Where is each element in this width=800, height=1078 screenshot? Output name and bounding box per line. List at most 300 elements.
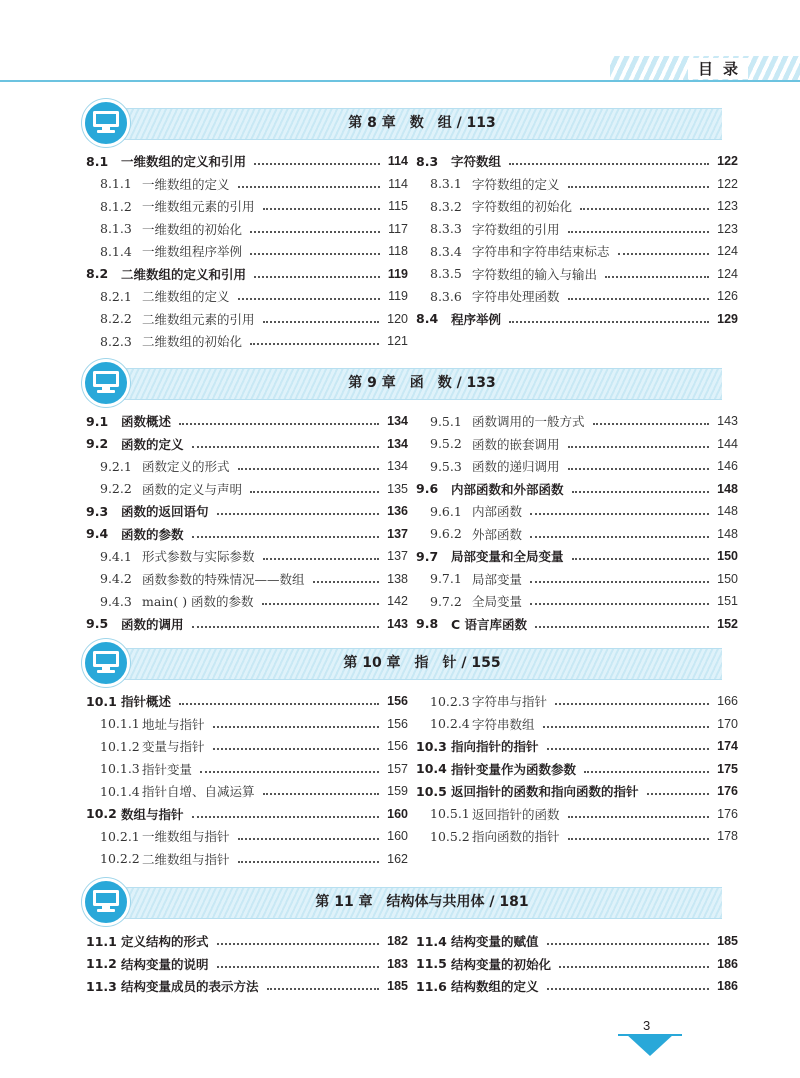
entry-page: 183 — [387, 956, 408, 971]
dot-leader — [605, 276, 709, 278]
entry-title: 内部函数和外部函数 — [451, 481, 564, 497]
toc-section-entry[interactable] — [86, 690, 408, 713]
entry-title: 函数的定义与声明 — [142, 481, 243, 497]
toc-column-right — [416, 410, 738, 635]
toc-section-entry[interactable] — [416, 613, 738, 636]
entry-title: 指向指针的指针 — [451, 739, 539, 755]
entry-number: 9.7.2 — [430, 593, 462, 609]
dot-leader — [530, 603, 709, 605]
dot-leader — [509, 163, 709, 165]
entry-number: 9.8 — [416, 616, 439, 632]
entry-number: 9.7 — [416, 548, 439, 564]
entry-title: C 语言库函数 — [451, 616, 528, 632]
toc-subsection-entry[interactable] — [86, 240, 408, 263]
entry-number: 9.2.1 — [100, 458, 132, 474]
entry-page: 162 — [387, 851, 408, 866]
entry-number: 9.6.2 — [430, 526, 462, 542]
entry-title: 局部变量和全局变量 — [451, 549, 564, 565]
entry-number: 9.5.3 — [430, 458, 462, 474]
entry-title: 函数的定义 — [121, 436, 184, 452]
dot-leader — [568, 231, 710, 233]
dot-leader — [213, 726, 380, 728]
entry-page: 185 — [387, 979, 408, 994]
entry-page: 137 — [387, 549, 408, 564]
toc-subsection-entry[interactable] — [86, 285, 408, 308]
dot-leader — [543, 726, 710, 728]
dot-leader — [568, 446, 710, 448]
entry-title: 字符数组的初始化 — [472, 199, 573, 215]
entry-page: 122 — [717, 176, 738, 191]
dot-leader — [530, 536, 709, 538]
entry-page: 174 — [717, 739, 738, 754]
entry-page: 157 — [387, 761, 408, 776]
entry-title: 一维数组的初始化 — [142, 221, 243, 237]
dot-leader — [217, 943, 380, 945]
toc-section-entry[interactable] — [86, 930, 408, 953]
dot-leader — [217, 513, 380, 515]
entry-page: 159 — [387, 784, 408, 799]
chapter-heading — [82, 643, 722, 681]
toc-subsection-entry[interactable] — [416, 173, 738, 196]
entry-title: 一维数组元素的引用 — [142, 199, 255, 215]
toc-subsection-entry[interactable] — [416, 240, 738, 263]
toc-column-right — [416, 930, 738, 998]
entry-page: 119 — [388, 289, 408, 304]
dot-leader — [263, 793, 380, 795]
entry-number: 8.1 — [86, 153, 109, 169]
entry-page: 148 — [717, 481, 738, 496]
toc-section-entry[interactable] — [86, 975, 408, 998]
entry-page: 148 — [717, 526, 738, 541]
toc-section-entry[interactable] — [86, 263, 408, 286]
entry-title: 定义结构的形式 — [121, 934, 209, 950]
dot-leader — [192, 536, 380, 538]
dot-leader — [547, 748, 710, 750]
toc-subsection-entry[interactable] — [416, 713, 738, 736]
dot-leader — [213, 748, 380, 750]
entry-title: 二维数组的初始化 — [142, 334, 243, 350]
entry-title: main( ) 函数的参数 — [142, 594, 254, 610]
dot-leader — [250, 343, 379, 345]
entry-page: 151 — [717, 594, 738, 609]
dot-leader — [568, 816, 710, 818]
toc-subsection-entry[interactable] — [416, 433, 738, 456]
entry-number: 8.1.1 — [100, 176, 132, 192]
entry-number: 9.2.2 — [100, 481, 132, 497]
entry-page: 114 — [387, 154, 408, 169]
dot-leader — [509, 321, 709, 323]
entry-title: 返回指针的函数 — [472, 806, 560, 822]
entry-title: 一维数组的定义和引用 — [121, 154, 247, 170]
entry-number: 10.5.2 — [430, 828, 470, 844]
entry-title: 字符串与指针 — [472, 694, 548, 710]
dot-leader — [250, 231, 380, 233]
entry-title: 函数的嵌套调用 — [472, 436, 560, 452]
toc-section-entry[interactable] — [86, 433, 408, 456]
entry-title: 函数的参数 — [121, 526, 184, 542]
entry-title: 结构变量的说明 — [121, 956, 209, 972]
dot-leader — [217, 966, 380, 968]
entry-title: 函数的返回语句 — [121, 504, 209, 520]
chapter-title: 第 9 章 函 数 / 133 — [348, 375, 496, 391]
toc-subsection-entry[interactable] — [416, 455, 738, 478]
entry-number: 9.4.2 — [100, 571, 132, 587]
toc-subsection-entry[interactable] — [86, 568, 408, 591]
entry-page: 124 — [717, 266, 738, 281]
entry-number: 8.1.4 — [100, 243, 132, 259]
dot-leader — [568, 298, 710, 300]
dot-leader — [313, 581, 380, 583]
entry-number: 8.1.2 — [100, 198, 132, 214]
entry-page: 126 — [717, 289, 738, 304]
entry-page: 178 — [717, 829, 738, 844]
entry-number: 10.1 — [86, 693, 117, 709]
entry-number: 10.3 — [416, 738, 447, 754]
entry-title: 结构变量成员的表示方法 — [121, 979, 259, 995]
entry-page: 175 — [717, 761, 738, 776]
dot-leader — [267, 988, 380, 990]
dot-leader — [593, 423, 710, 425]
dot-leader — [618, 253, 710, 255]
chapter-heading — [82, 103, 722, 141]
entry-page: 148 — [717, 504, 738, 519]
header-rule — [0, 80, 800, 82]
toc-subsection-entry[interactable] — [416, 263, 738, 286]
dot-leader — [254, 276, 380, 278]
toc-subsection-entry[interactable] — [86, 848, 408, 871]
entry-title: 函数定义的形式 — [142, 459, 230, 475]
toc-subsection-entry[interactable] — [86, 173, 408, 196]
toc-section-entry[interactable] — [416, 758, 738, 781]
toc-section-entry[interactable] — [416, 975, 738, 998]
entry-number: 10.5 — [416, 783, 447, 799]
page-header-title: 目录 — [688, 58, 748, 79]
entry-page: 123 — [717, 199, 738, 214]
entry-number: 11.2 — [86, 956, 117, 972]
entry-number: 10.2.4 — [430, 716, 470, 732]
toc-column-left — [86, 150, 408, 353]
entry-page: 117 — [388, 221, 408, 236]
entry-number: 10.1.1 — [100, 716, 140, 732]
entry-page: 119 — [387, 266, 408, 281]
toc-section-entry[interactable] — [86, 953, 408, 976]
dot-leader — [238, 468, 380, 470]
entry-page: 135 — [387, 481, 408, 496]
entry-number: 8.3.1 — [430, 176, 462, 192]
entry-page: 186 — [717, 956, 738, 971]
entry-page: 134 — [387, 459, 408, 474]
entry-number: 8.3.4 — [430, 243, 462, 259]
toc-section-entry[interactable] — [416, 930, 738, 953]
entry-title: 一维数组与指针 — [142, 829, 230, 845]
entry-number: 11.6 — [416, 978, 447, 994]
chapter-heading — [82, 363, 722, 401]
entry-title: 一维数组的定义 — [142, 176, 230, 192]
entry-title: 函数调用的一般方式 — [472, 414, 585, 430]
dot-leader — [192, 816, 380, 818]
entry-page: 152 — [717, 616, 738, 631]
dot-leader — [530, 513, 709, 515]
toc-subsection-entry[interactable] — [86, 308, 408, 331]
entry-page: 137 — [387, 526, 408, 541]
toc-subsection-entry[interactable] — [416, 803, 738, 826]
toc-subsection-entry[interactable] — [416, 195, 738, 218]
entry-number: 9.7.1 — [430, 571, 462, 587]
dot-leader — [263, 208, 381, 210]
toc-subsection-entry[interactable] — [86, 758, 408, 781]
dot-leader — [238, 186, 381, 188]
dot-leader — [179, 703, 379, 705]
toc-subsection-entry[interactable] — [416, 500, 738, 523]
entry-page: 120 — [387, 311, 408, 326]
toc-section-entry[interactable] — [416, 308, 738, 331]
dot-leader — [535, 626, 709, 628]
entry-title: 指针变量作为函数参数 — [451, 761, 577, 777]
toc-subsection-entry[interactable] — [416, 218, 738, 241]
entry-page: 124 — [717, 244, 738, 259]
toc-subsection-entry[interactable] — [416, 590, 738, 613]
entry-title: 指向函数的指针 — [472, 829, 560, 845]
entry-number: 10.1.3 — [100, 761, 140, 777]
toc-section-entry[interactable] — [86, 150, 408, 173]
dot-leader — [647, 793, 710, 795]
toc-section-entry[interactable] — [416, 545, 738, 568]
dot-leader — [555, 703, 709, 705]
dot-leader — [254, 163, 380, 165]
dot-leader — [192, 626, 380, 628]
dot-leader — [179, 423, 379, 425]
entry-page: 144 — [717, 436, 738, 451]
entry-number: 10.2.1 — [100, 828, 140, 844]
entry-title: 结构数组的定义 — [451, 979, 539, 995]
entry-page: 160 — [387, 806, 408, 821]
toc-subsection-entry[interactable] — [416, 568, 738, 591]
entry-title: 程序举例 — [451, 311, 502, 327]
entry-title: 内部函数 — [472, 504, 523, 520]
entry-number: 8.2.1 — [100, 288, 132, 304]
dot-leader — [250, 253, 380, 255]
dot-leader — [262, 603, 380, 605]
toc-section-entry[interactable] — [86, 613, 408, 636]
chapter-title: 第 10 章 指 针 / 155 — [343, 655, 501, 671]
entry-number: 10.5.1 — [430, 806, 470, 822]
entry-page: 176 — [717, 784, 738, 799]
dot-leader — [547, 943, 710, 945]
toc-subsection-entry[interactable] — [86, 780, 408, 803]
entry-title: 字符串处理函数 — [472, 289, 560, 305]
toc-subsection-entry[interactable] — [86, 825, 408, 848]
entry-title: 一维数组程序举例 — [142, 244, 243, 260]
entry-number: 9.5.1 — [430, 413, 462, 429]
entry-title: 外部函数 — [472, 526, 523, 542]
entry-page: 176 — [717, 806, 738, 821]
entry-number: 11.3 — [86, 978, 117, 994]
entry-number: 9.5.2 — [430, 436, 462, 452]
entry-title: 字符数组的引用 — [472, 221, 560, 237]
entry-page: 182 — [387, 934, 408, 949]
entry-title: 字符数组的输入与输出 — [472, 266, 598, 282]
entry-title: 数组与指针 — [121, 806, 184, 822]
dot-leader — [200, 771, 379, 773]
dot-leader — [568, 838, 710, 840]
entry-title: 指针概述 — [121, 694, 172, 710]
entry-page: 129 — [717, 311, 738, 326]
entry-number: 11.1 — [86, 933, 117, 949]
toc-section-entry[interactable] — [86, 803, 408, 826]
toc-section-entry[interactable] — [86, 523, 408, 546]
entry-page: 170 — [717, 716, 738, 731]
entry-number: 9.3 — [86, 503, 109, 519]
dot-leader — [559, 966, 709, 968]
dot-leader — [572, 491, 710, 493]
entry-title: 全局变量 — [472, 594, 523, 610]
entry-number: 9.5 — [86, 616, 109, 632]
dot-leader — [584, 771, 709, 773]
toc-section-entry[interactable] — [416, 478, 738, 501]
dot-leader — [192, 446, 380, 448]
entry-page: 123 — [717, 221, 738, 236]
toc-subsection-entry[interactable] — [86, 330, 408, 353]
entry-title: 指针自增、自减运算 — [142, 784, 255, 800]
entry-page: 138 — [387, 571, 408, 586]
entry-page: 143 — [387, 616, 408, 631]
entry-number: 9.2 — [86, 436, 109, 452]
toc-section-entry[interactable] — [416, 780, 738, 803]
dot-leader — [263, 321, 380, 323]
dot-leader — [263, 558, 380, 560]
entry-number: 10.4 — [416, 761, 447, 777]
entry-title: 结构变量的初始化 — [451, 956, 552, 972]
entry-number: 9.4.1 — [100, 548, 132, 564]
entry-number: 9.6 — [416, 481, 439, 497]
dot-leader — [547, 988, 710, 990]
entry-title: 变量与指针 — [142, 739, 205, 755]
entry-title: 二维数组的定义 — [142, 289, 230, 305]
entry-number: 8.3.5 — [430, 266, 462, 282]
toc-section-entry[interactable] — [416, 150, 738, 173]
toc-section-entry[interactable] — [416, 735, 738, 758]
entry-page: 134 — [387, 436, 408, 451]
entry-number: 11.4 — [416, 933, 447, 949]
entry-page: 121 — [387, 334, 408, 349]
entry-page: 156 — [387, 716, 408, 731]
page-number: 3 — [643, 1018, 651, 1033]
chapter-heading — [82, 882, 722, 920]
toc-section-entry[interactable] — [86, 410, 408, 433]
entry-title: 字符数组的定义 — [472, 176, 560, 192]
entry-title: 函数的递归调用 — [472, 459, 560, 475]
toc-subsection-entry[interactable] — [86, 590, 408, 613]
dot-leader — [238, 861, 380, 863]
entry-page: 122 — [717, 154, 738, 169]
entry-title: 函数概述 — [121, 414, 172, 430]
dot-leader — [572, 558, 710, 560]
toc-section-entry[interactable] — [416, 953, 738, 976]
entry-number: 8.3.2 — [430, 198, 462, 214]
entry-title: 局部变量 — [472, 571, 523, 587]
dot-leader — [568, 186, 710, 188]
entry-number: 11.5 — [416, 956, 447, 972]
chapter-title: 第 8 章 数 组 / 113 — [348, 115, 496, 131]
dot-leader — [238, 838, 380, 840]
toc-column-right — [416, 690, 738, 848]
entry-page: 134 — [387, 414, 408, 429]
dot-leader — [580, 208, 709, 210]
entry-number: 9.4 — [86, 526, 109, 542]
entry-number: 10.2 — [86, 806, 117, 822]
toc-subsection-entry[interactable] — [416, 825, 738, 848]
entry-title: 二维数组元素的引用 — [142, 311, 255, 327]
entry-title: 函数的调用 — [121, 616, 184, 632]
entry-page: 156 — [387, 694, 408, 709]
page-number-arrow-icon — [626, 1034, 674, 1056]
entry-page: 146 — [717, 459, 738, 474]
entry-title: 函数参数的特殊情况——数组 — [142, 571, 305, 587]
toc-subsection-entry[interactable] — [86, 455, 408, 478]
toc-subsection-entry[interactable] — [86, 195, 408, 218]
entry-number: 9.1 — [86, 413, 109, 429]
entry-page: 185 — [717, 934, 738, 949]
entry-number: 8.2.2 — [100, 311, 132, 327]
entry-title: 二维数组与指针 — [142, 851, 230, 867]
entry-number: 10.1.4 — [100, 783, 140, 799]
dot-leader — [238, 298, 381, 300]
entry-title: 二维数组的定义和引用 — [121, 266, 247, 282]
toc-subsection-entry[interactable] — [86, 545, 408, 568]
entry-title: 形式参数与实际参数 — [142, 549, 255, 565]
entry-page: 118 — [388, 244, 408, 259]
toc-subsection-entry[interactable] — [86, 218, 408, 241]
entry-title: 字符串数组 — [472, 716, 535, 732]
entry-number: 10.1.2 — [100, 738, 140, 754]
entry-title: 指针变量 — [142, 761, 193, 777]
toc-column-right — [416, 150, 738, 330]
toc-column-left — [86, 410, 408, 635]
entry-number: 8.3.3 — [430, 221, 462, 237]
entry-page: 136 — [387, 504, 408, 519]
toc-column-left — [86, 690, 408, 870]
entry-page: 160 — [387, 829, 408, 844]
entry-page: 142 — [387, 594, 408, 609]
entry-page: 114 — [388, 176, 408, 191]
toc-subsection-entry[interactable] — [416, 285, 738, 308]
entry-number: 9.6.1 — [430, 503, 462, 519]
entry-number: 8.2 — [86, 266, 109, 282]
entry-page: 115 — [388, 199, 408, 214]
chapter-title: 第 11 章 结构体与共用体 / 181 — [315, 894, 529, 910]
toc-section-entry[interactable] — [86, 500, 408, 523]
toc-subsection-entry[interactable] — [416, 410, 738, 433]
toc-subsection-entry[interactable] — [86, 735, 408, 758]
entry-page: 143 — [717, 414, 738, 429]
entry-page: 156 — [387, 739, 408, 754]
toc-column-left — [86, 930, 408, 998]
entry-page: 166 — [717, 694, 738, 709]
entry-page: 150 — [717, 571, 738, 586]
entry-page: 186 — [717, 979, 738, 994]
dot-leader — [568, 468, 710, 470]
dot-leader — [530, 581, 709, 583]
entry-title: 地址与指针 — [142, 716, 205, 732]
entry-page: 150 — [717, 549, 738, 564]
entry-title: 结构变量的赋值 — [451, 934, 539, 950]
toc-subsection-entry[interactable] — [86, 478, 408, 501]
toc-subsection-entry[interactable] — [86, 713, 408, 736]
toc-subsection-entry[interactable] — [416, 690, 738, 713]
toc-subsection-entry[interactable] — [416, 523, 738, 546]
entry-number: 10.2.2 — [100, 851, 140, 867]
entry-number: 8.4 — [416, 311, 439, 327]
